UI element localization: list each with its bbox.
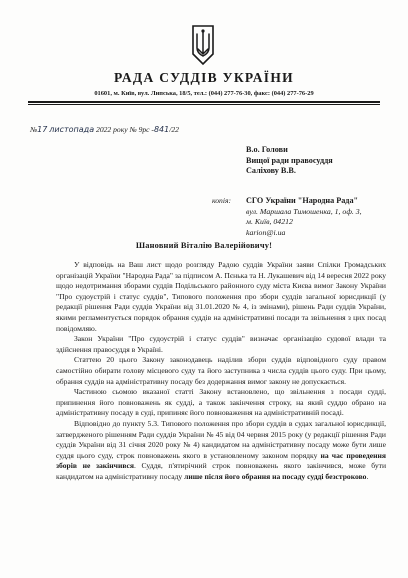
header-rule-thin — [28, 104, 380, 105]
copy-recipient-name: СГО України "Народна Рада" — [246, 196, 359, 205]
organization-address: 01601, м. Київ, вул. Липська, 18/5, тел.: (044) 277-76-30, факс: (044) 277-76-29 — [94, 90, 314, 97]
body-paragraph-3: Статтею 20 цього Закону законодавець наділив збори суддів відповідного суду правом самостійно обирати голову місцевого суду та його заступника з числа суддів цього суду. При цьому, обрання суддів на адміністративну посаду без додержання вимог закону не допускається. — [56, 355, 386, 386]
body-paragraph-2: Закон України "Про судоустрій і статус суддів" визначає організацію судової влади та здійснення правосуддя в Україні. — [56, 334, 386, 354]
copy-recipient-address-1: вул. Маршала Тимошенка, 1, оф. 3, — [246, 206, 362, 216]
copy-label: копія: — [212, 196, 232, 205]
body-p5-emphasis-1: на час проведення зборів не закінчився — [56, 450, 386, 471]
body-paragraph-5 — [56, 419, 386, 483]
copy-recipient-address-2: м. Київ, 04212 — [246, 217, 293, 226]
body-p5-emphasis-2: лише після його обрання на посаду судді безстроково — [184, 471, 367, 481]
reference-month: листопада — [49, 125, 95, 134]
reference-line: №17 листопада 2022 року № 9рс -841/22 — [30, 125, 179, 134]
organization-title: РАДА СУДДІВ УКРАЇНИ — [114, 70, 294, 85]
addressee-position: В.о. Голови — [246, 145, 288, 154]
addressee-name: Саліхову В.В. — [246, 166, 296, 175]
body-paragraph-4: Частиною сьомою вказаної статті Закону встановлено, що звільнення з посади судді, припинення його повноважень як судді, а також закінчення строку, на який суддю обрано на адміністративну посаду в суді, припиняє його повноваження на адміністративній посаді. — [56, 387, 386, 418]
body-p5-start: Відповідно до пункту 5.3. Типового положення про збори суддів в судах загальної юрисдикції, затвердженого рішенням Ради суддів України № 45 від 04 червня 2015 року (у редакції рішення Ради суддів України від 31 січня 2020 року № 4) кандидатом на адміністративну посаду може бути лише суддя цього суду, строк повноважень якого в установленому законом порядку — [56, 418, 386, 460]
header-rule-thick — [28, 101, 380, 103]
copy-recipient-block — [246, 196, 362, 238]
reference-code: 841 — [153, 125, 170, 134]
copy-recipient-email: karion@i.ua — [246, 227, 286, 237]
reference-number: 17 — [37, 125, 48, 134]
reference-year-number: 2022 року № 9рс - — [96, 125, 154, 134]
letter-body — [56, 260, 386, 482]
body-p5-middle: . Суддя, п'ятирічний строк повноважень якого закінчився, може бути кандидатом на адміністративну посаду — [56, 461, 387, 481]
trident-emblem-icon — [190, 24, 216, 66]
reference-suffix: /22 — [169, 125, 179, 134]
greeting: Шановний Віталію Валерійовичу! — [135, 241, 273, 250]
body-p5-end: . — [366, 471, 369, 481]
addressee-block — [246, 145, 333, 177]
addressee-organization: Вищої ради правосуддя — [246, 155, 333, 165]
body-paragraph-1: У відповідь на Ваш лист щодо розгляду Радою суддів України заяви Спілки Громадських організацій України "Народна Рада" за підписом А. Пєнька та Н. Лукашевич від 14 вересня 2022 року щодо недотримання зборами суддів Подільського районного суду міста Києва вимог Закону України "Про судоустрій і статус суддів", Типового положення про збори суддів загальної юрисдикції (у редакції рішення Ради суддів України від 31.01.2020 № 4, із змінами), рішень Ради суддів України, якими регламентується порядок обрання суддів на адміністративні посади та звільнення з цих посад повідомляю. — [56, 260, 386, 333]
